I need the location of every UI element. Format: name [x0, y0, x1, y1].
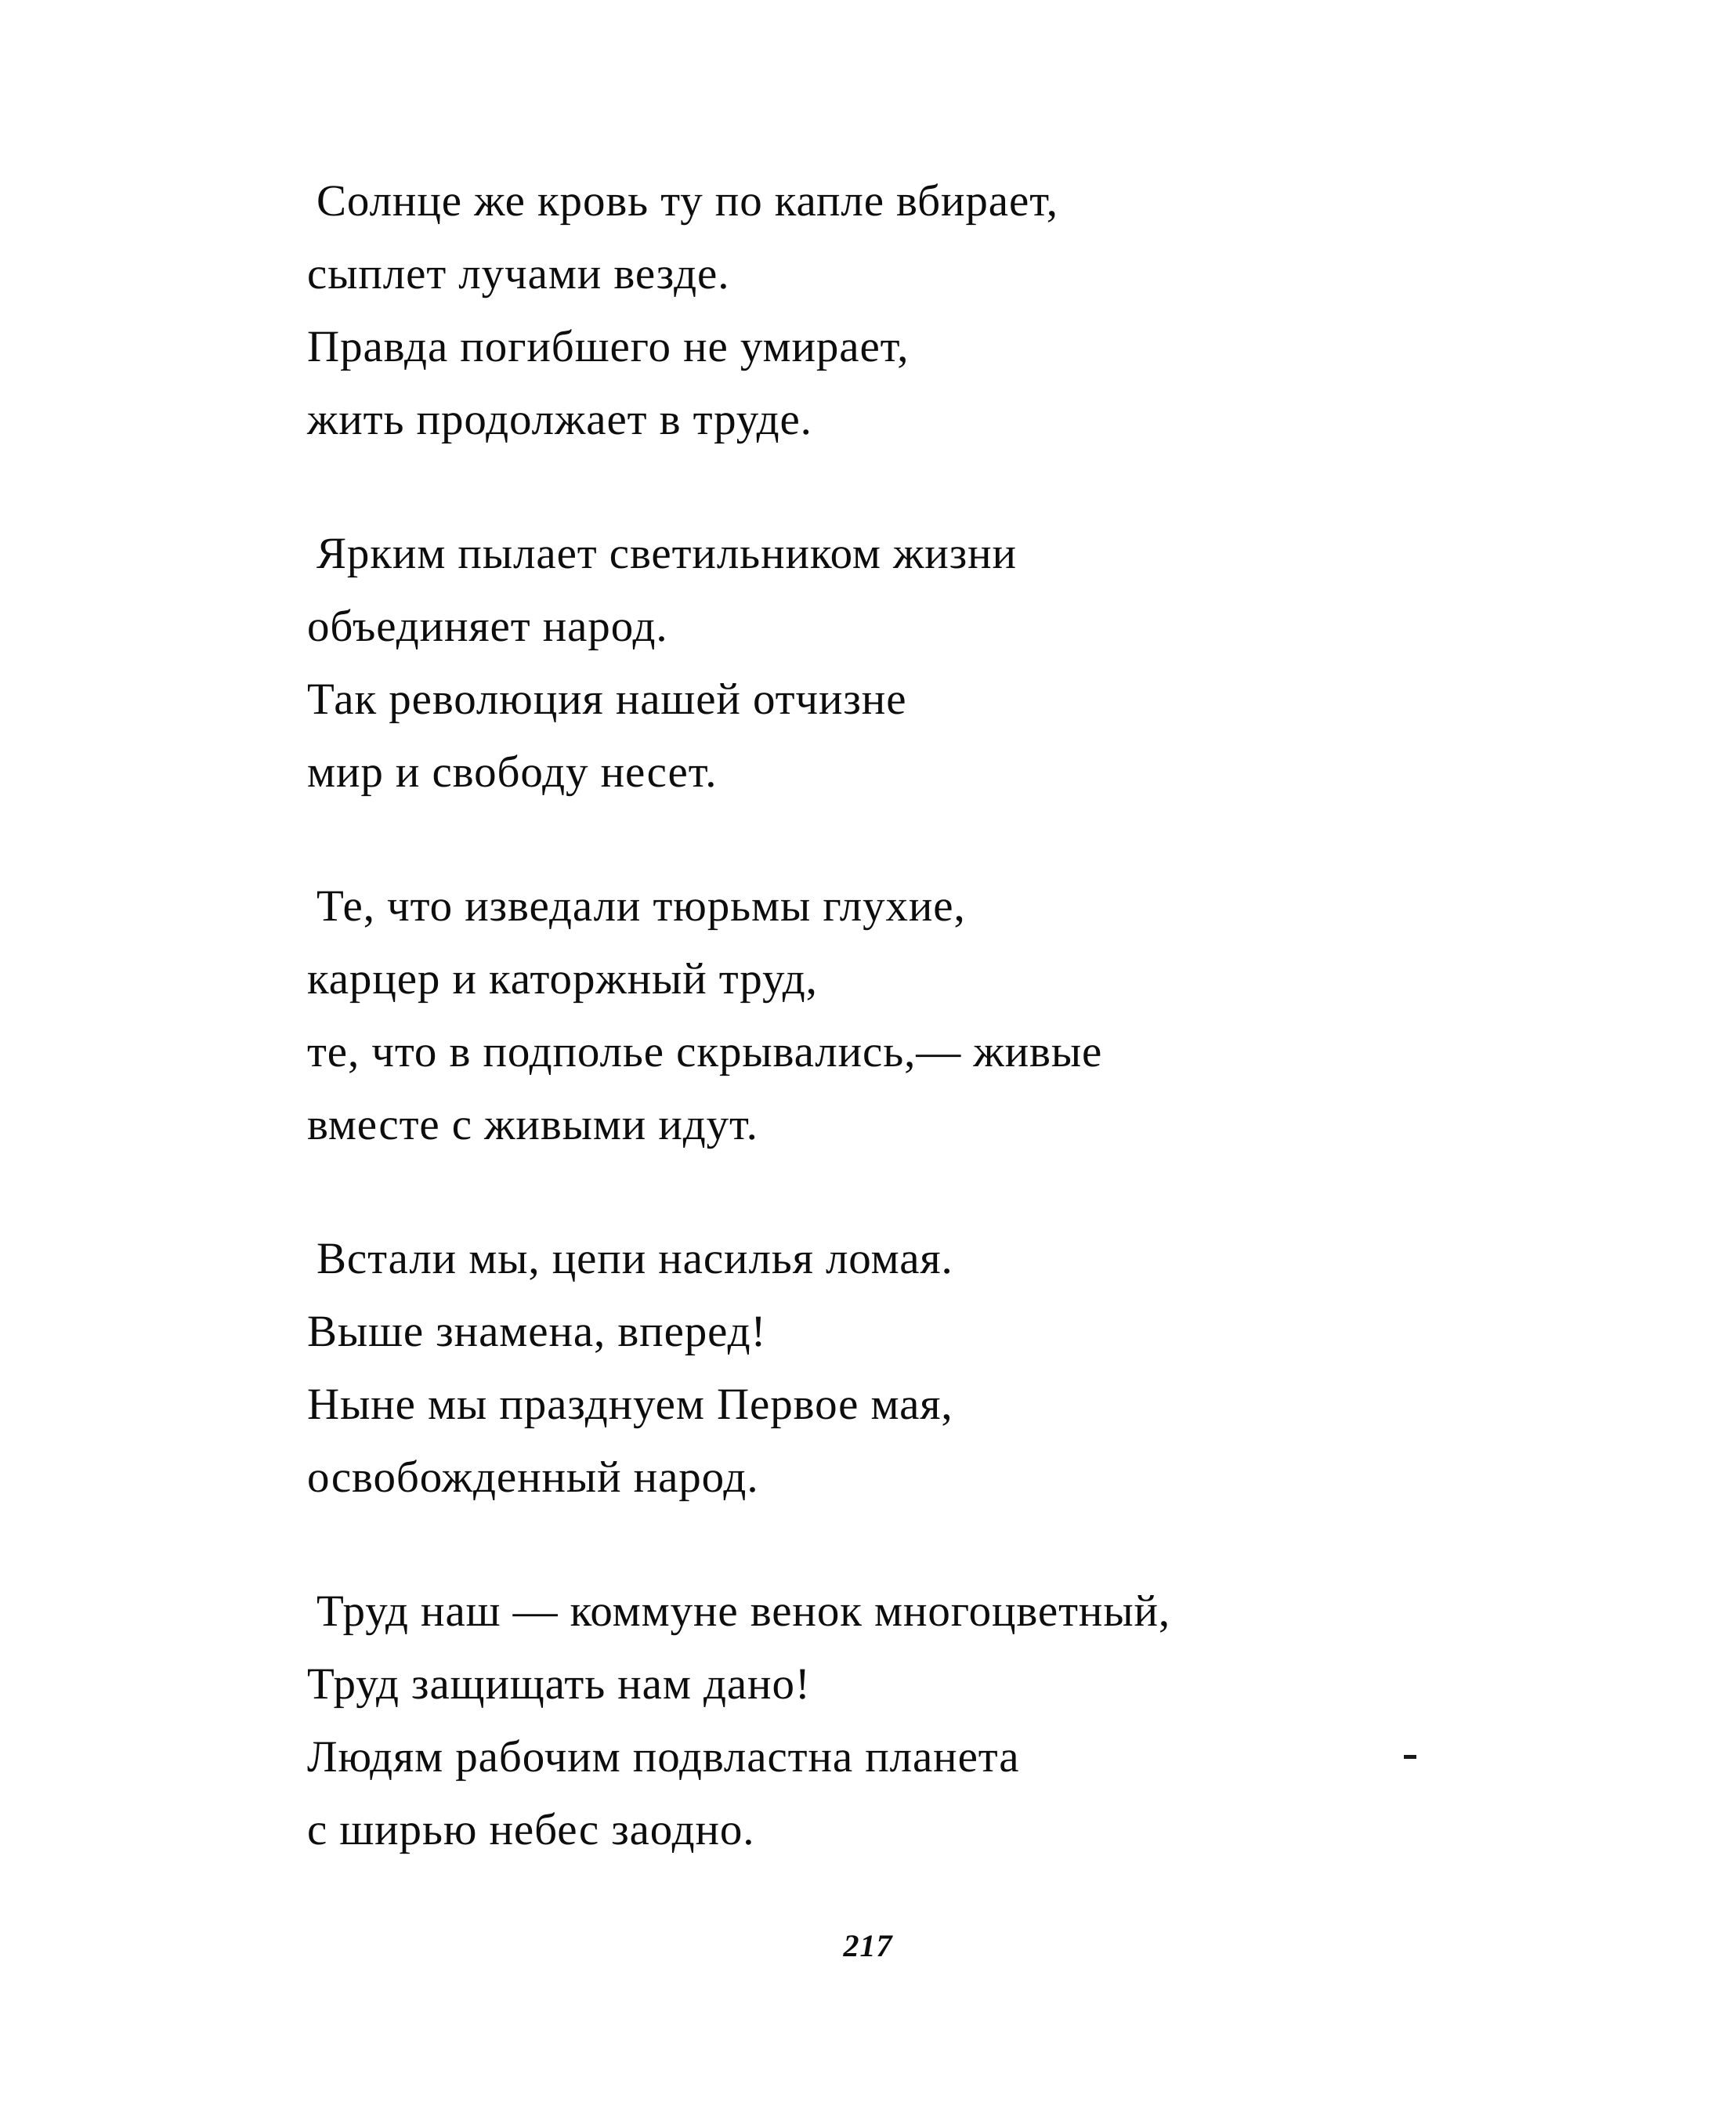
poem-line: Труд наш — коммуне венок многоцветный,	[316, 1586, 1171, 1636]
page-number: 217	[843, 1928, 893, 1963]
page-speck	[1404, 1755, 1416, 1759]
stanza	[307, 870, 1529, 1161]
poem-line: с ширью небес заодно.	[307, 1805, 755, 1854]
poem-body	[307, 165, 1529, 1866]
poem-line: объединяет народ.	[307, 602, 668, 651]
stanza	[307, 517, 1529, 809]
poem-line: Людям рабочим подвластна планета	[307, 1732, 1020, 1782]
poem-line: те, что в подполье скрывались,— живые	[307, 1027, 1103, 1076]
poem-line: Ныне мы празднуем Первое мая,	[307, 1380, 953, 1429]
poem-line: Правда погибшего не умирает,	[307, 322, 910, 371]
stanza	[307, 165, 1529, 456]
poem-line: Труд защищать нам дано!	[307, 1659, 811, 1709]
poem-line: сыплет лучами везде.	[307, 249, 730, 298]
stanza	[307, 1222, 1529, 1514]
poem-line: жить продолжает в труде.	[307, 395, 812, 444]
poem-line: Ярким пылает светильником жизни	[316, 529, 1017, 578]
poem-line: Солнце же кровь ту по капле вбирает,	[316, 176, 1058, 226]
poem-line: Так революция нашей отчизне	[307, 675, 907, 724]
poem-line: мир и свободу несет.	[307, 747, 718, 797]
poem-line: вместе с живыми идут.	[307, 1100, 758, 1149]
poem-line: освобожденный народ.	[307, 1453, 759, 1502]
poem-line: Выше знамена, вперед!	[307, 1307, 767, 1356]
poem-line: карцер и каторжный труд,	[307, 954, 818, 1004]
stanza	[307, 1575, 1529, 1866]
poem-line: Встали мы, цепи насилья ломая.	[316, 1234, 953, 1283]
poem-line: Те, что изведали тюрьмы глухие,	[316, 881, 966, 931]
